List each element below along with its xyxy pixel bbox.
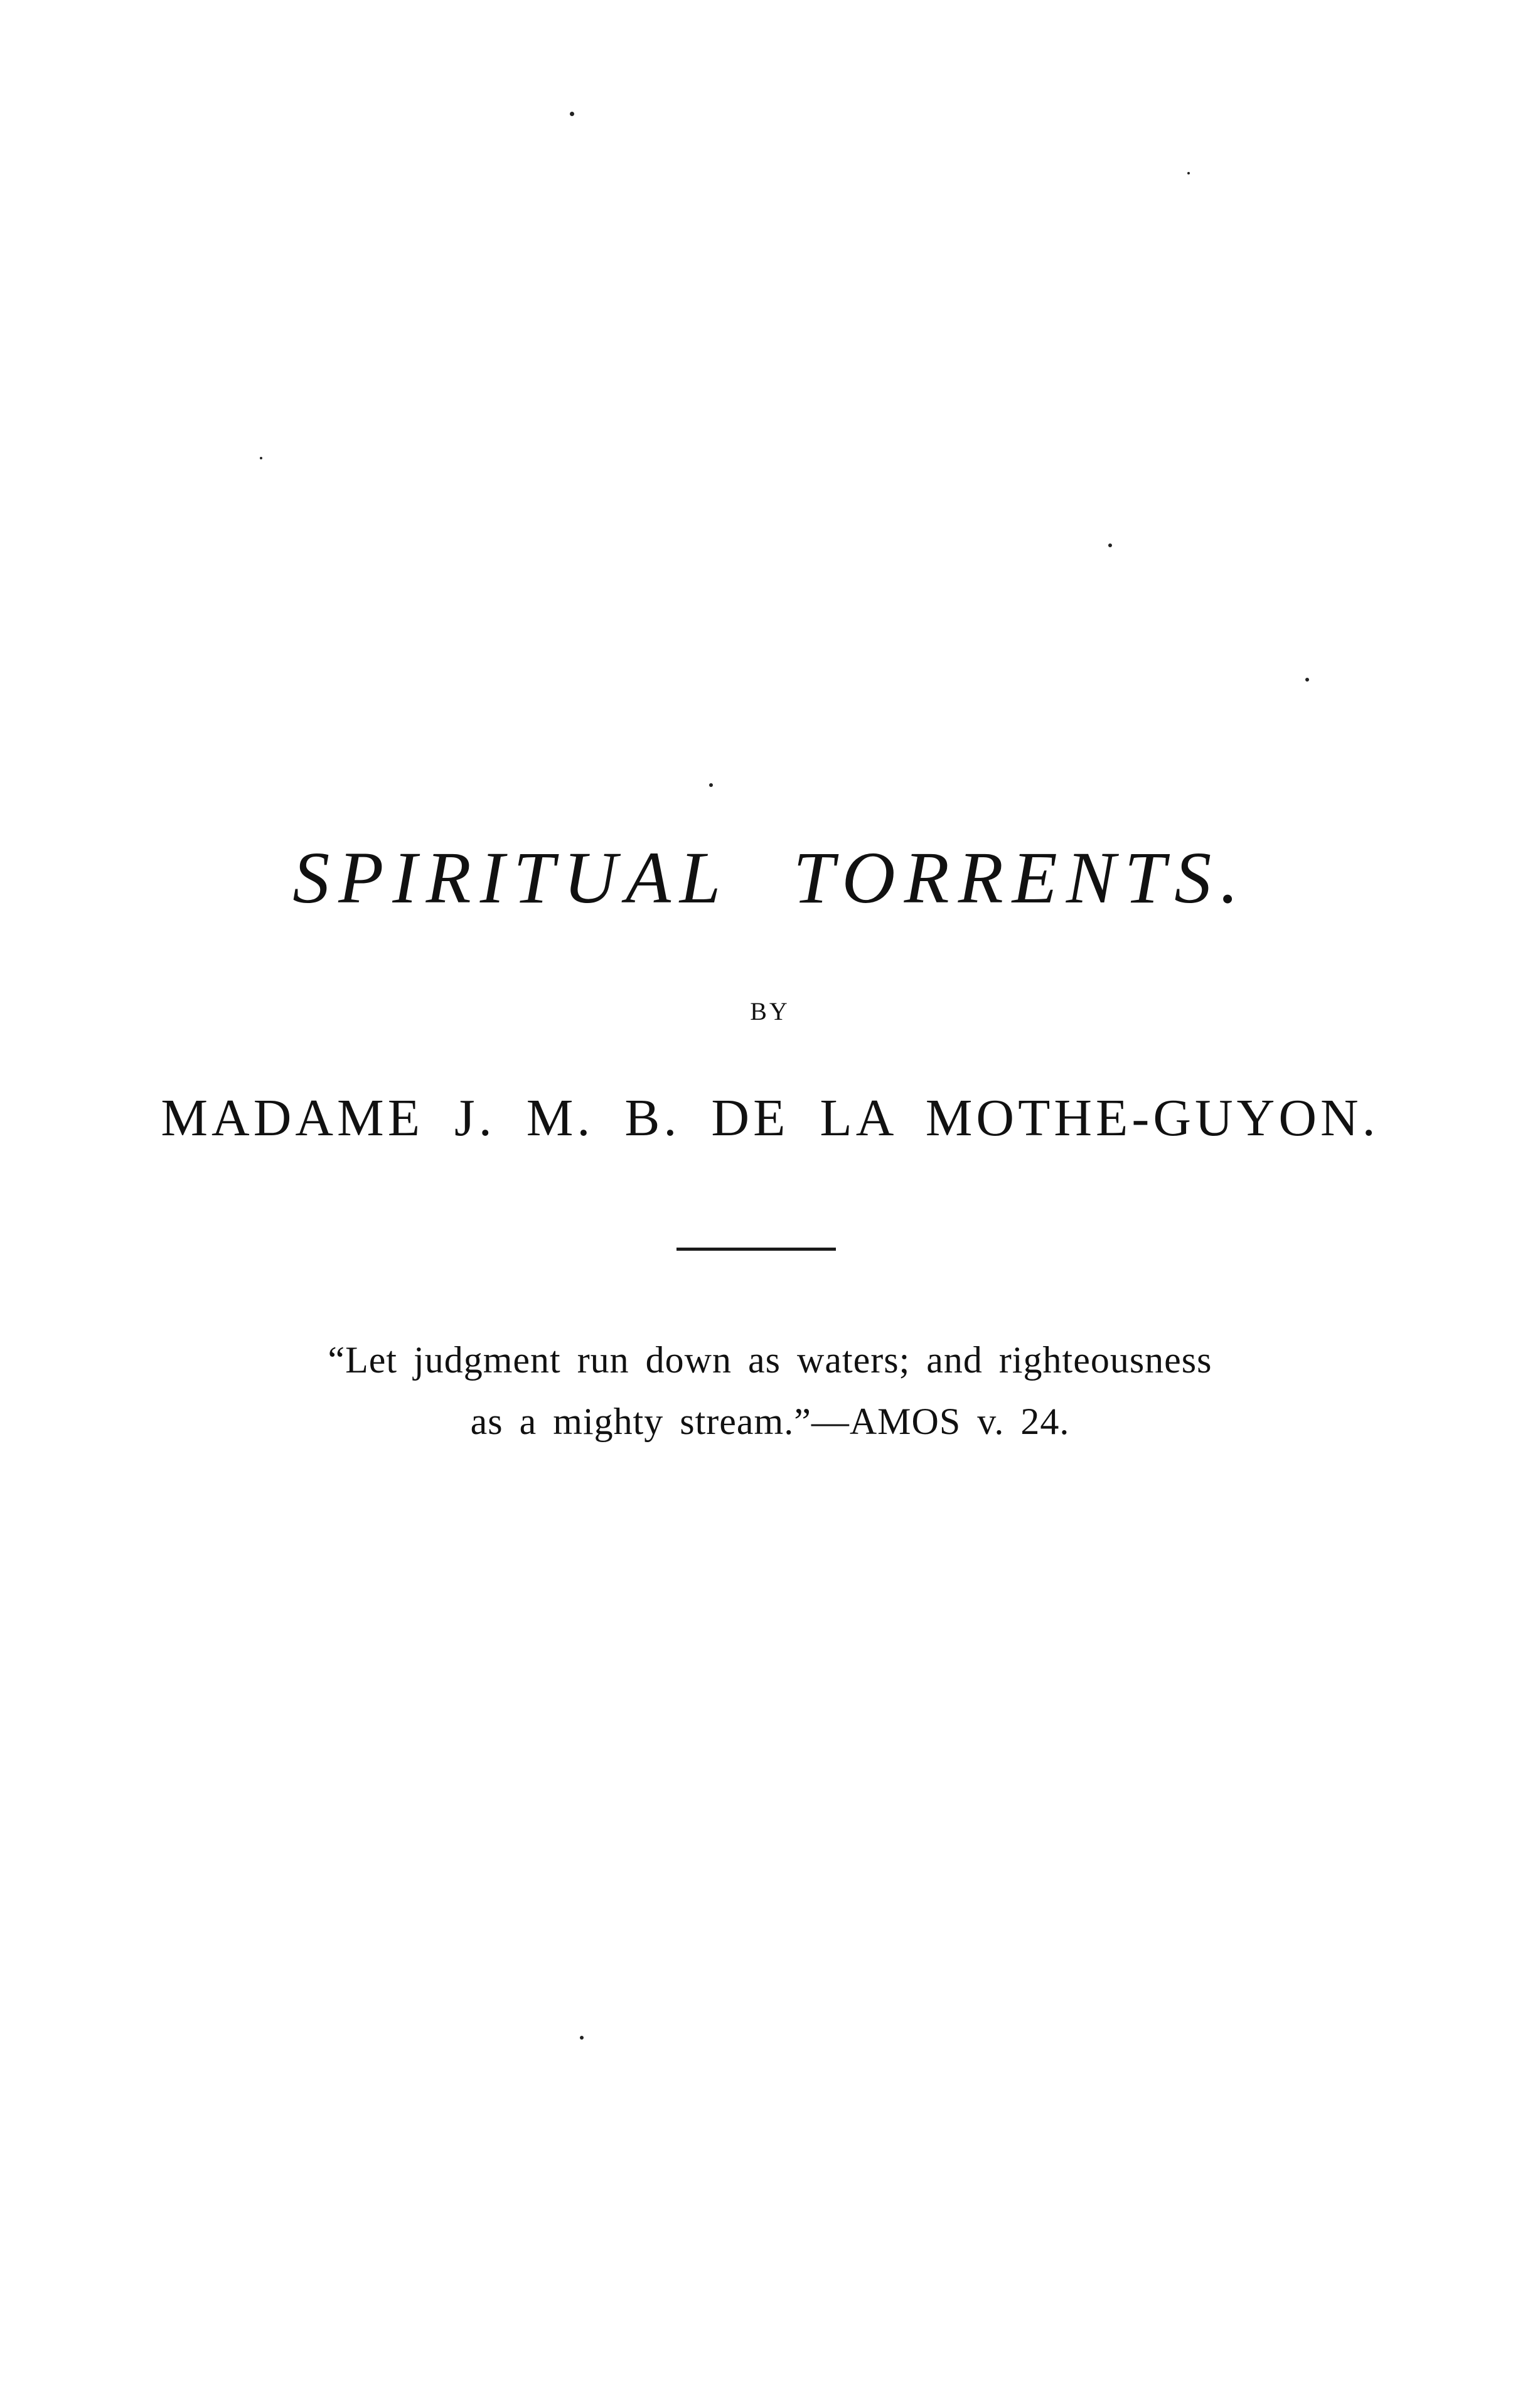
epigraph xyxy=(0,1329,1540,1452)
print-speck xyxy=(260,457,262,459)
horizontal-rule xyxy=(676,1248,836,1251)
print-speck xyxy=(709,783,713,787)
print-speck xyxy=(1305,678,1309,682)
print-speck xyxy=(580,2036,584,2040)
print-speck xyxy=(1187,172,1190,174)
by-line: BY xyxy=(750,997,790,1025)
epigraph-line-1: “Let judgment run down as waters; and righteousness xyxy=(328,1339,1212,1381)
author-name: MADAME J. M. B. DE LA MOTHE-GUYON. xyxy=(161,1089,1379,1147)
book-title: SPIRITUAL TORRENTS. xyxy=(292,837,1248,919)
print-speck xyxy=(570,112,574,116)
print-speck xyxy=(1108,543,1112,547)
epigraph-line-2: as a mighty stream.”—AMOS v. 24. xyxy=(470,1401,1070,1442)
